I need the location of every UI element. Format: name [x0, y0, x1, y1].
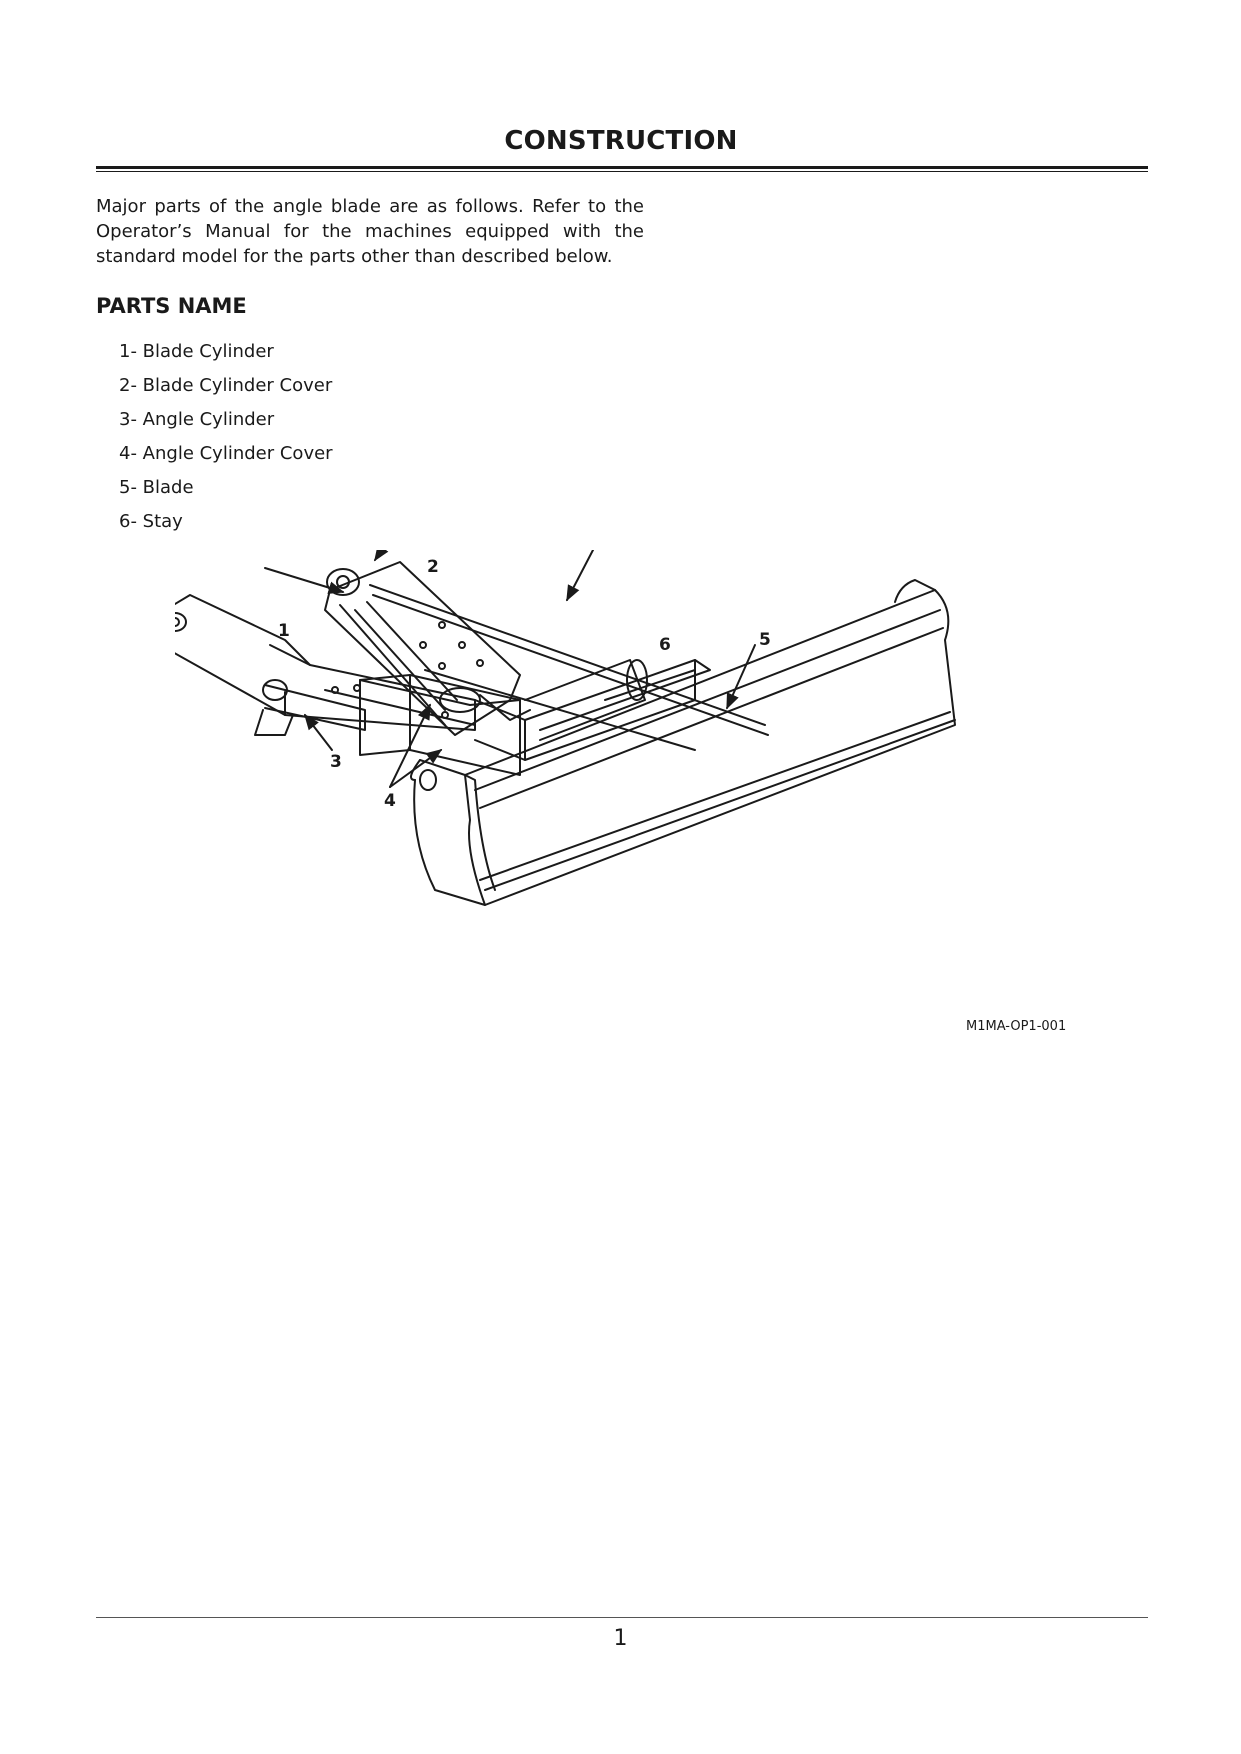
callout-6: 6 [659, 635, 671, 655]
parts-list-item: 2- Blade Cylinder Cover [119, 375, 333, 396]
title-rule-thin [96, 171, 1148, 172]
page-number: 1 [613, 1626, 628, 1651]
parts-list-item: 1- Blade Cylinder [119, 341, 274, 362]
parts-list [119, 340, 333, 544]
parts-list-item: 5- Blade [119, 477, 194, 498]
footer-rule [96, 1617, 1148, 1618]
parts-list-item: 6- Stay [119, 511, 183, 532]
figure-id: M1MA-OP1-001 [966, 1019, 1067, 1034]
callout-3: 3 [330, 752, 342, 772]
page-title: CONSTRUCTION [504, 126, 738, 156]
title-rule-thick [96, 166, 1148, 169]
parts-list-item: 4- Angle Cylinder Cover [119, 443, 333, 464]
callout-1: 1 [278, 621, 290, 641]
parts-list-item: 3- Angle Cylinder [119, 409, 275, 430]
callout-5: 5 [759, 630, 771, 650]
stay-bars [370, 585, 768, 750]
callout-2: 2 [427, 557, 439, 577]
angle-blade-illustration [175, 550, 1075, 1030]
intro-paragraph: Major parts of the angle blade are as follows. Refer to the Operator’s Manual for the machines equipped with the standard model for the parts other than described below. [96, 196, 644, 267]
callout-4: 4 [384, 791, 396, 811]
parts-heading: PARTS NAME [96, 294, 247, 318]
